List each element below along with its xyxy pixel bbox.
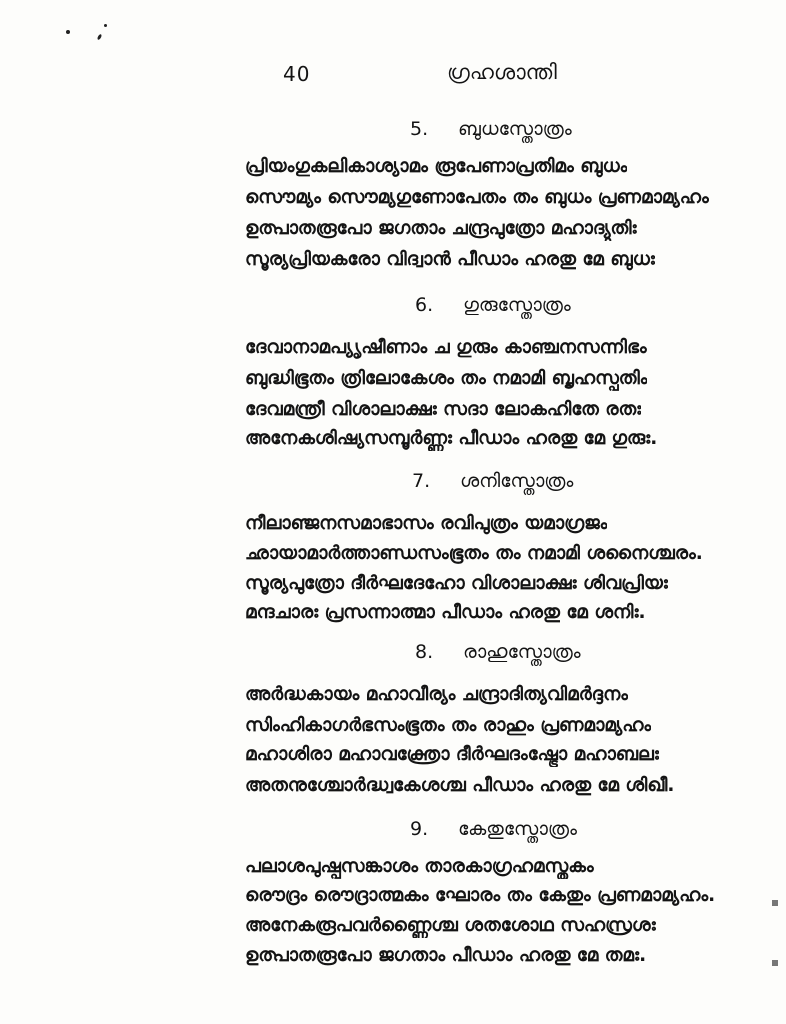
scan-speck — [66, 30, 70, 34]
verse-line: പ്രിയംഗുകലികാശ്യാമം രൂപേണാപ്രതിമം ബുധം — [245, 156, 628, 177]
verse-line: അനേകരൂപവർണ്ണൈശ്ച ശതശോഥ സഹസ്രശഃ — [245, 915, 656, 936]
verse-line: പലാശപുഷ്പസങ്കാശം താരകാഗ്രഹമസ്തകം — [245, 856, 594, 877]
section-number: 8. — [415, 641, 434, 663]
verse-line: അർദ്ധകായം മഹാവീര്യം ചന്ദ്രാദിത്യവിമർദ്ദനം — [245, 684, 628, 705]
verse-line: സൂര്യപുത്രോ ദീർഘദേഹോ വിശാലാക്ഷഃ ശിവപ്രിയഃ — [245, 573, 668, 594]
verse-line: അനേകശിഷ്യസമ്പൂർണ്ണഃ പീഡാം ഹരതു മേ ഗുരുഃ. — [245, 428, 658, 449]
section-title: രാഹുസ്തോത്രം — [463, 641, 581, 663]
section-number: 6. — [415, 294, 434, 316]
page-number: 40 — [283, 62, 311, 86]
scan-edge-mark — [772, 900, 778, 906]
verse-line: ബുദ്ധിഭൂതം ത്രിലോകേശം തം നമാമി ബൃഹസ്പതിം — [245, 368, 648, 389]
verse-line: സൌമ്യം സൌമ്യഗുണോപേതം തം ബുധം പ്രണമാമ്യഹം — [245, 187, 709, 208]
verse-line: ഛായാമാർത്താണ്ഡസംഭൂതം തം നമാമി ശനൈശ്ചരം. — [245, 543, 703, 564]
verse-line: സിംഹികാഗർഭസംഭൂതം തം രാഹും പ്രണമാമ്യഹം — [245, 715, 652, 736]
verse-line: മഹാശിരാ മഹാവക്ത്രോ ദീർഘദംഷ്ട്രോ മഹാബലഃ — [245, 744, 659, 765]
section-title: ബുധസ്തോത്രം — [458, 118, 572, 140]
verse-line: ദേവമന്ത്രീ വിശാലാക്ഷഃ സദാ ലോകഹിതേ രതഃ — [245, 399, 642, 420]
running-title: ഗ്രഹശാന്തി — [447, 60, 557, 84]
section-number: 7. — [412, 470, 431, 492]
scan-speck — [104, 24, 107, 27]
verse-line: ദേവാനാമപ്യൃഷീണാം ച ഗുരും കാഞ്ചനസന്നിഭം — [245, 337, 647, 358]
section-number: 5. — [410, 118, 429, 140]
verse-line: അതനുശ്ചോർദ്ധ്വകേശശ്ച പീഡാം ഹരതു മേ ശിഖീ. — [245, 775, 675, 796]
section-number: 9. — [410, 818, 429, 840]
section-heading — [410, 818, 577, 848]
verse-line: സൂര്യപ്രിയകരോ വിദ്വാൻ പീഡാം ഹരതു മേ ബുധഃ — [245, 249, 655, 270]
section-heading — [415, 294, 571, 324]
scan-edge-mark — [772, 960, 778, 966]
scan-speck — [97, 34, 103, 41]
section-title: ഗുരുസ്തോത്രം — [463, 294, 571, 316]
verse-line: ഉത്പാതരൂപോ ജഗതാം പീഡാം ഹരതു മേ തമഃ. — [245, 945, 647, 966]
section-heading — [412, 470, 573, 500]
verse-line: ഉത്പാതരൂപോ ജഗതാം ചന്ദ്രപുത്രോ മഹാദ്യുതിഃ — [245, 218, 637, 239]
section-heading — [415, 641, 581, 671]
verse-line: നീലാഞ്ജനസമാഭാസം രവിപുത്രം യമാഗ്രജം — [245, 513, 608, 534]
verse-line: രൌദ്രം രൌദ്രാത്മകം ഘോരം തം കേതും പ്രണമാമ്യഹം. — [245, 885, 716, 906]
verse-line: മന്ദചാരഃ പ്രസന്നാത്മാ പീഡാം ഹരതു മേ ശനിഃ. — [245, 602, 646, 623]
section-title: ശനിസ്തോത്രം — [460, 470, 574, 492]
section-heading — [410, 118, 572, 148]
section-title: കേതുസ്തോത്രം — [458, 818, 577, 840]
